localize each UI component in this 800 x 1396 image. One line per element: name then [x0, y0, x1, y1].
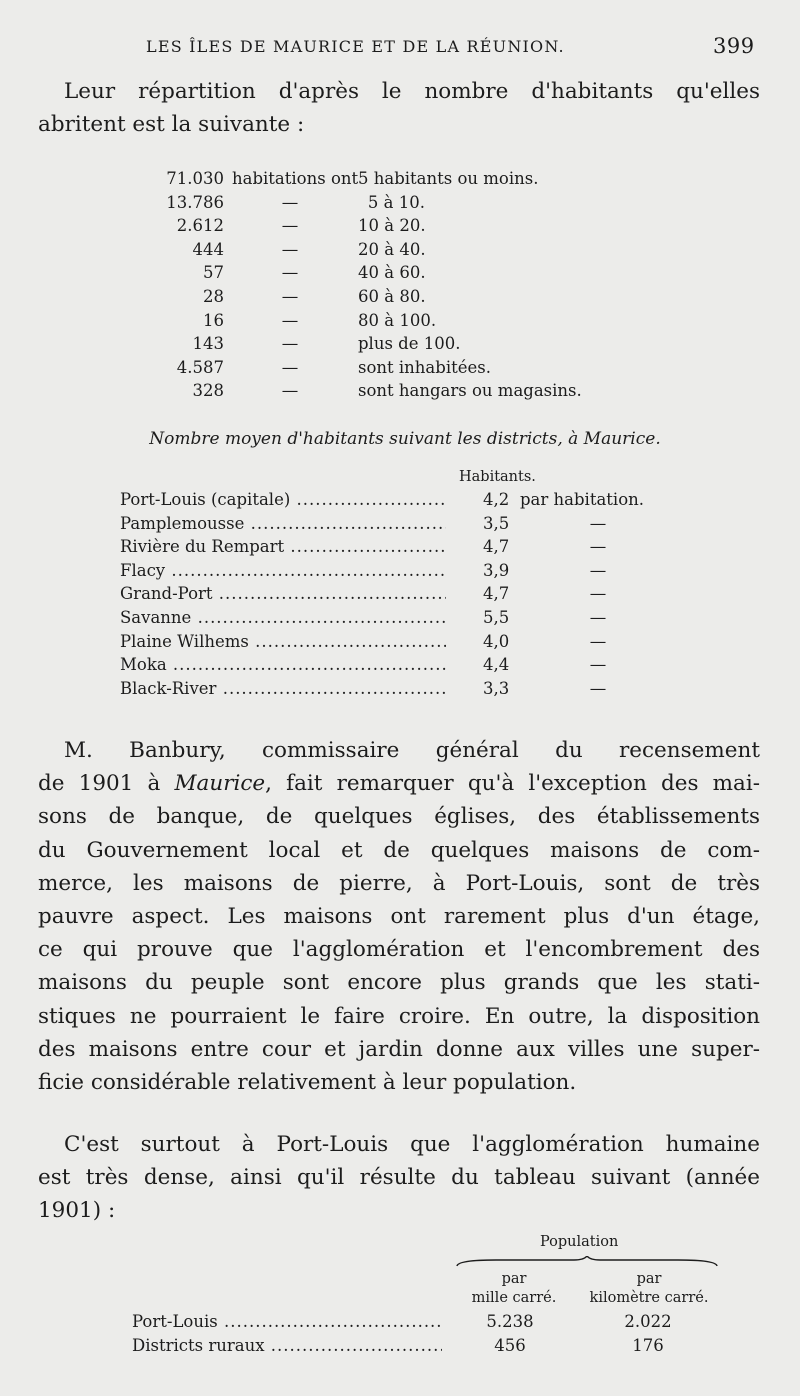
col-header-text: par mille carré.	[471, 1271, 557, 1306]
ditto-dash: —	[589, 631, 607, 651]
table-row	[0, 559, 800, 583]
district-name: Rivière du Rempart .....	[120, 535, 446, 559]
table-row	[0, 677, 800, 701]
table-row	[0, 535, 800, 559]
dwelling-range: 5 habitants ou moins.	[358, 169, 539, 188]
district-name: Plaine Wilhems .....	[120, 630, 446, 654]
table-row	[0, 512, 800, 536]
brace-icon	[456, 1256, 718, 1268]
dwelling-range: 40 à 60.	[358, 263, 426, 283]
text-line: C'est surtout à Port-Louis que l'agglomération humaine	[64, 1132, 760, 1157]
district-name: Savanne .....	[120, 606, 446, 630]
table-row	[0, 1310, 800, 1334]
dwelling-range: sont inhabitées.	[358, 357, 491, 377]
table-row	[0, 653, 800, 677]
ditto-dash: —	[281, 192, 299, 212]
ditto-dash: —	[589, 537, 607, 557]
dwelling-count: 57	[203, 263, 224, 283]
table-row	[0, 356, 800, 380]
ditto-dash: —	[589, 584, 607, 604]
table-row	[0, 285, 800, 309]
district-unit: par habitation.	[520, 490, 645, 509]
col-header-per-mile	[455, 1270, 573, 1308]
text-line: ce qui prouve que l'agglomération et l'encombrement des	[38, 937, 760, 963]
density-per-km: 176	[632, 1336, 664, 1355]
table-row	[0, 309, 800, 333]
table-row	[0, 214, 800, 238]
col-header-per-km	[582, 1270, 716, 1308]
banbury-paragraph	[38, 734, 760, 1099]
ditto-dash: —	[281, 310, 299, 330]
ditto-dash: —	[281, 381, 299, 401]
district-name: Grand-Port .....	[120, 582, 446, 606]
district-value: 4,4	[483, 655, 510, 675]
district-value: 4,0	[483, 631, 510, 651]
running-head-title: LES ÎLES DE MAURICE ET DE LA RÉUNION.	[146, 37, 565, 56]
table-row	[0, 582, 800, 606]
portlouis-paragraph	[38, 1128, 760, 1228]
ditto-dash: —	[589, 607, 607, 627]
text-line: maisons du peuple sont encore plus grands que les stati-	[38, 970, 760, 996]
text-line: merce, les maisons de pierre, à Port-Louis, sont de très	[38, 870, 760, 896]
table-row	[0, 630, 800, 654]
dwelling-range: 80 à 100.	[358, 310, 437, 330]
dwelling-count: 4.587	[176, 357, 224, 377]
ditto-dash: —	[281, 286, 299, 306]
dwelling-count: 13.786	[166, 192, 224, 212]
districts-caption	[0, 427, 800, 451]
ditto-dash: —	[281, 263, 299, 283]
dwelling-range: sont hangars ou magasins.	[358, 381, 582, 401]
text-fragment: , fait remarquer qu'à l'exception des mai-	[265, 771, 760, 797]
text-line	[38, 767, 760, 800]
district-value: 3,9	[483, 560, 510, 580]
dwelling-count: 328	[192, 381, 224, 401]
dwelling-range: 20 à 40.	[358, 239, 426, 259]
text-line: abritent est la suivante :	[38, 112, 305, 138]
dwelling-count: 2.612	[176, 216, 224, 236]
density-per-mile: 456	[494, 1336, 526, 1355]
ditto-dash: —	[281, 334, 299, 354]
district-value: 5,5	[483, 607, 510, 627]
ditto-dash: —	[589, 678, 607, 698]
col-header-text: par kilomètre carré.	[589, 1271, 709, 1306]
ditto-dash: —	[589, 513, 607, 533]
dwelling-count: 16	[203, 310, 224, 330]
dwelling-range: 10 à 20.	[358, 216, 426, 236]
dwelling-count: 71.030	[166, 169, 224, 188]
place-name-italic: Maurice	[174, 771, 266, 797]
dwelling-count: 28	[203, 286, 224, 306]
district-name: Black-River .....	[120, 677, 446, 701]
district-name: Flacy .....	[120, 559, 446, 583]
text-line: sons de banque, de quelques églises, des établissements	[38, 804, 760, 830]
table-row	[0, 606, 800, 630]
district-value: 4,2	[483, 490, 510, 509]
page-number: 399	[713, 34, 755, 58]
table-row	[0, 488, 800, 512]
districts-table	[0, 466, 800, 700]
table-row	[0, 1334, 800, 1358]
table-row	[0, 191, 800, 215]
area-name: Port-Louis .....	[132, 1310, 442, 1334]
dwelling-count: 143	[192, 334, 224, 354]
column-header: Habitants.	[459, 469, 536, 485]
text-line: du Gouvernement local et de quelques maisons de com-	[38, 837, 760, 863]
caption-text: Nombre moyen d'habitants suivant les districts, à Maurice.	[149, 429, 661, 449]
table-row	[0, 167, 800, 191]
density-per-mile: 5.238	[486, 1312, 534, 1331]
intro-paragraph	[38, 75, 760, 141]
district-name: Pamplemousse .....	[120, 512, 446, 536]
table-row	[0, 379, 800, 403]
ditto-dash: —	[589, 655, 607, 675]
text-fragment: de 1901 à	[38, 771, 175, 797]
text-line: 1901) :	[38, 1198, 116, 1224]
text-line: ficie considérable relativement à leur population.	[38, 1069, 577, 1095]
dwelling-verb: habitations ont	[232, 169, 359, 188]
table-row	[0, 261, 800, 285]
district-value: 3,3	[483, 678, 510, 698]
dwelling-range: 60 à 80.	[358, 286, 426, 306]
population-group-header: Population	[540, 1234, 619, 1250]
ditto-dash: —	[589, 560, 607, 580]
table-row	[0, 238, 800, 262]
text-line: stiques ne pourraient le faire croire. En outre, la disposition	[38, 1003, 760, 1029]
text-line: Leur répartition d'après le nombre d'habitants qu'elles	[64, 79, 760, 104]
dwelling-range: plus de 100.	[358, 334, 461, 354]
district-name: Moka .....	[120, 653, 446, 677]
dwellings-table	[0, 167, 800, 403]
text-line: pauvre aspect. Les maisons ont rarement plus d'un étage,	[38, 903, 760, 929]
population-rows	[0, 1310, 800, 1358]
table-row	[0, 332, 800, 356]
ditto-dash: —	[281, 239, 299, 259]
ditto-dash: —	[281, 357, 299, 377]
text-line: est très dense, ainsi qu'il résulte du tableau suivant (année	[38, 1165, 760, 1191]
density-per-km: 2.022	[624, 1312, 672, 1331]
dwelling-range: 5 à 10.	[367, 192, 425, 212]
district-value: 3,5	[483, 513, 510, 533]
district-value: 4,7	[483, 584, 510, 604]
ditto-dash: —	[281, 216, 299, 236]
table-header-row	[0, 466, 800, 488]
district-value: 4,7	[483, 537, 510, 557]
district-name: Port-Louis (capitale) .....	[120, 488, 446, 512]
dwelling-count: 444	[192, 239, 224, 259]
text-line: des maisons entre cour et jardin donne aux villes une super-	[38, 1036, 760, 1062]
text-line: M. Banbury, commissaire général du recensement	[64, 738, 760, 763]
area-name: Districts ruraux .....	[132, 1334, 442, 1358]
running-head	[0, 36, 800, 60]
